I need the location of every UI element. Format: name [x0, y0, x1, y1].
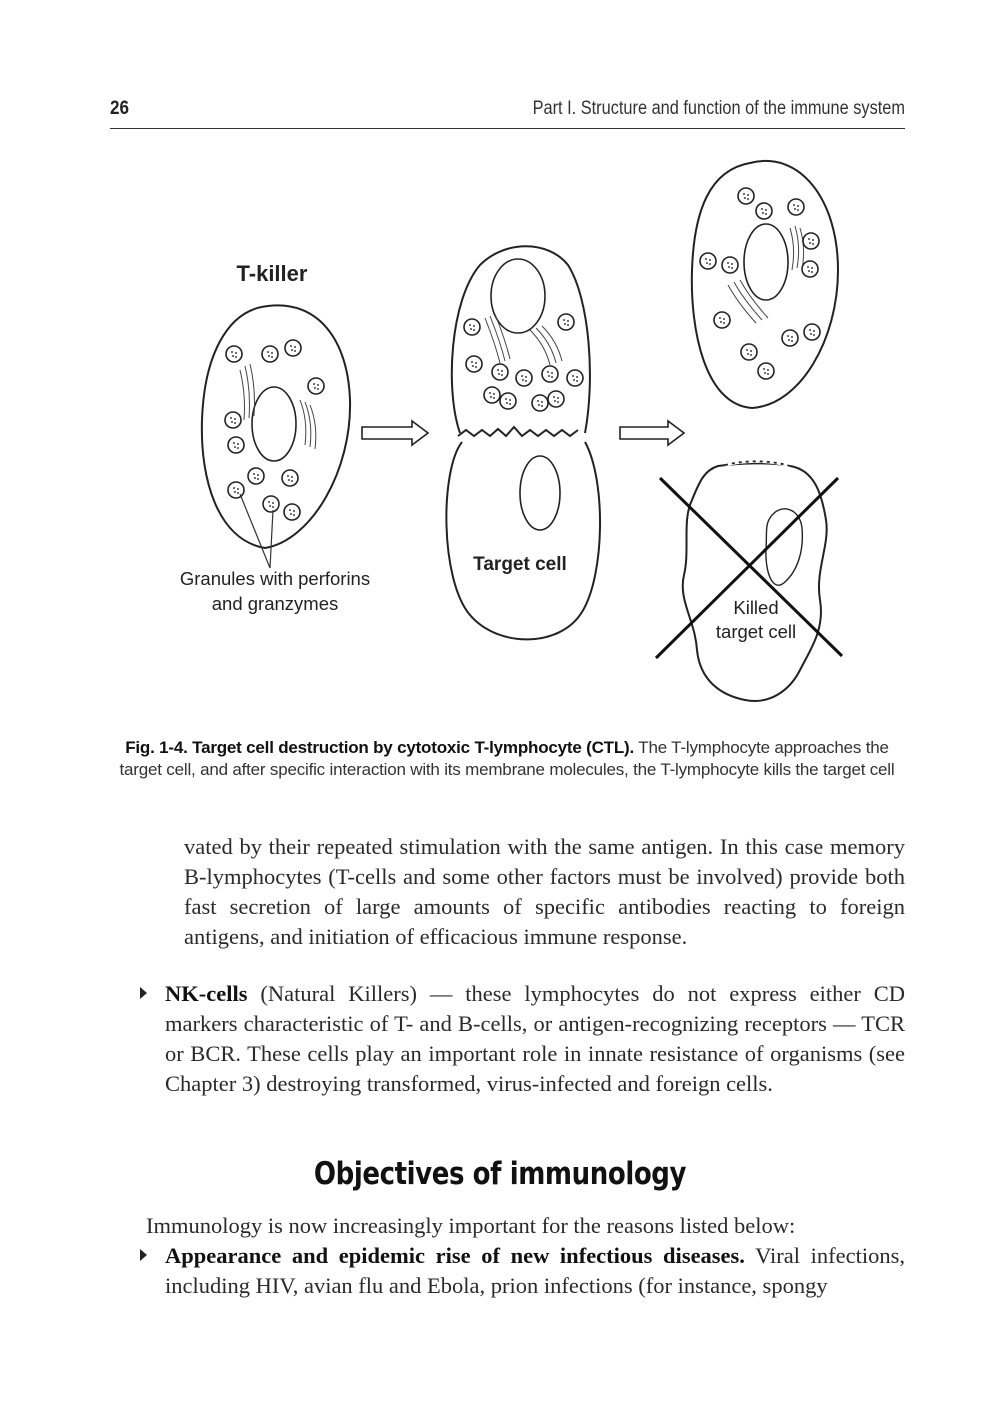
released-t-killer-cell [692, 161, 838, 408]
running-head-title: Part I. Structure and function of the immune system [532, 98, 905, 119]
figure-caption [108, 737, 906, 781]
section-title: Objectives of immunology [313, 1156, 687, 1192]
granules-label-line2: and granzymes [211, 593, 339, 614]
caption-text: The T-lymphocyte approaches the target cell, and after specific interaction with its membrane molecules, the T-lymphocyte kills the target cell [119, 738, 895, 779]
t-killer-nucleus [252, 387, 296, 461]
list-item-appearance [140, 1241, 905, 1301]
appearance-text: Viral infections, including HIV, avian flu and Ebola, prion infections (for instance, spongy [165, 1243, 906, 1298]
t-killer-cell [202, 305, 350, 568]
target-cell [446, 442, 600, 639]
killed-label-line1: Killed [733, 597, 779, 618]
nk-cells-term: NK-cells [165, 981, 248, 1006]
killed-label-line2: target cell [715, 621, 797, 642]
page-number: 26 [110, 98, 130, 119]
appearance-term: Appearance and epidemic rise of new infectious diseases. [165, 1243, 745, 1268]
intro-paragraph: Immunology is now increasingly important for the reasons listed below: [146, 1213, 796, 1238]
continuation-paragraph: vated by their repeated stimulation with the same antigen. In this case memory B-lymphocytes (T-cells and some other factors must be involved) provide both fast secretion of large amounts of specific antibodies reacting to foreign antigens, and initiation of efficacious immune response. [184, 834, 905, 949]
running-header [110, 98, 905, 129]
nk-cells-text: (Natural Killers) — these lymphocytes do not express either CD markers characteristic of T- and B-cells, or antigen-recognizing receptors — TCR or BCR. These cells play an important role in innate resistance of organisms (see Chapter 3) destroying transformed, virus-infected and foreign cells. [165, 981, 905, 1096]
contact-membrane [458, 427, 578, 436]
attached-t-killer-cell [452, 246, 590, 433]
golgi-apparatus [240, 364, 316, 449]
bullet-triangle-icon [140, 1249, 147, 1261]
figure-ctl-diagram [0, 140, 1000, 730]
arrow-right-icon [620, 421, 684, 445]
target-cell-label: Target cell [473, 554, 567, 575]
granules-label-line1: Granules with perforins [179, 568, 371, 589]
caption-heading: Fig. 1-4. Target cell destruction by cytotoxic T-lymphocyte (CTL). [125, 738, 635, 757]
list-item-nk-cells [140, 979, 905, 1099]
target-nucleus [520, 456, 560, 530]
arrow-right-icon [362, 421, 428, 445]
killed-target-cell [683, 461, 827, 701]
t-killer-label: T-killer [236, 261, 308, 286]
bullet-triangle-icon [140, 987, 147, 999]
granules [225, 340, 324, 520]
